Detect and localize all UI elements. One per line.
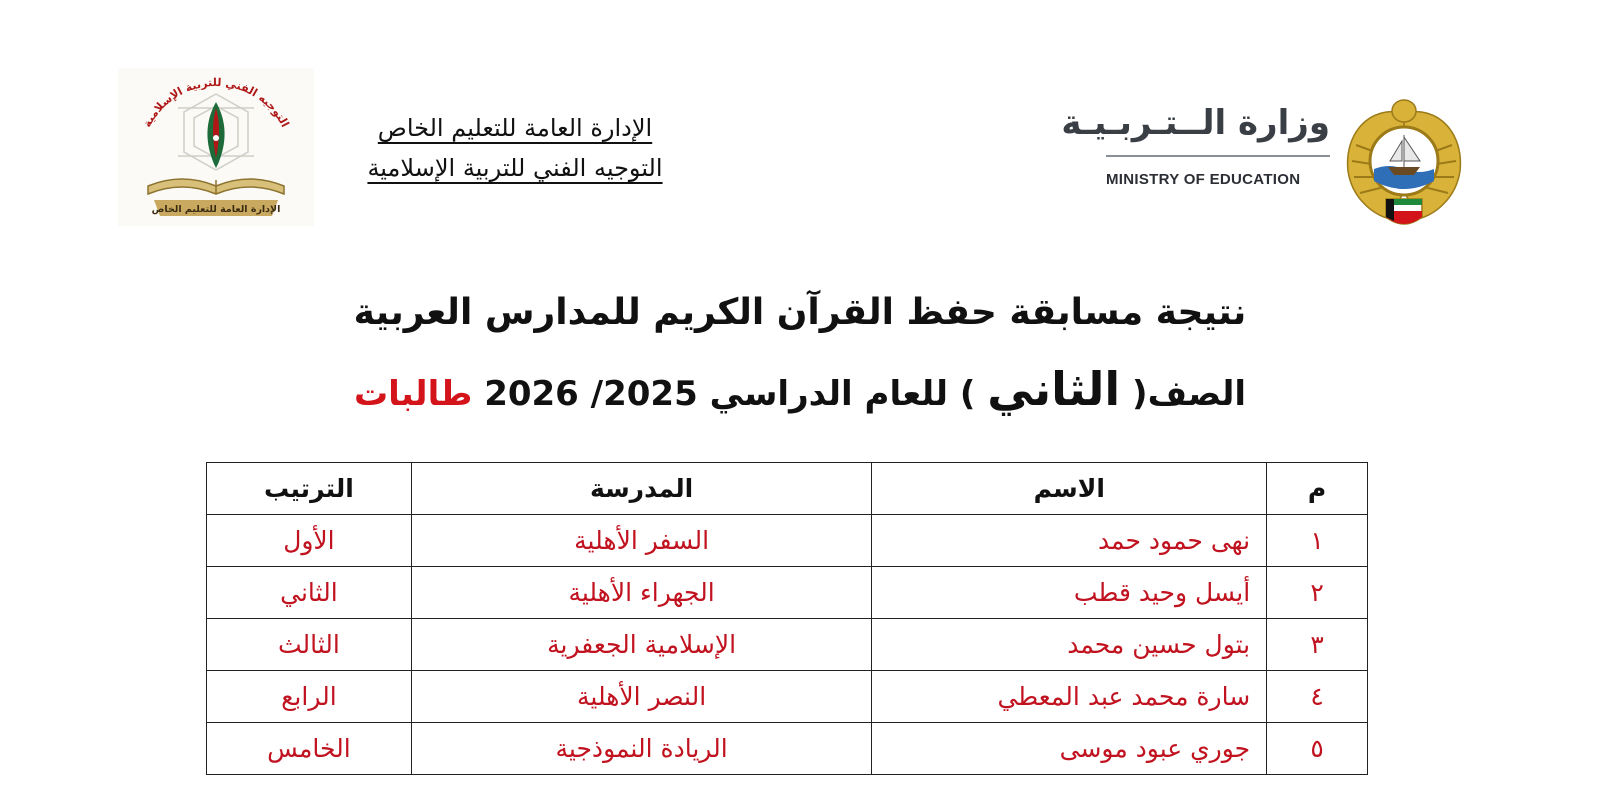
logo-banner-text: الإدارة العامة للتعليم الخاص [151,204,281,215]
row-school: الريادة النموذجية [411,723,872,775]
row-num: ٢ [1267,567,1368,619]
grade-prefix: الصف( [1132,374,1246,414]
row-name: أيسل وحيد قطب [872,567,1267,619]
gender-label: طالبات [353,374,473,414]
table-row [207,619,1368,671]
header-num: م [1267,463,1368,515]
row-rank: الثالث [207,619,412,671]
row-num: ١ [1267,515,1368,567]
row-rank: الثاني [207,567,412,619]
header-rank: الترتيب [207,463,412,515]
row-school: الإسلامية الجعفرية [411,619,872,671]
table-row [207,567,1368,619]
grade-word: الثاني [987,362,1121,416]
department-heading [330,108,700,188]
department-line-1: الإدارة العامة للتعليم الخاص [377,114,653,142]
table-row [207,515,1368,567]
table-row [207,671,1368,723]
table-row [207,723,1368,775]
competition-title: نتيجة مسابقة حفظ القرآن الكريم للمدارس العربية [353,292,1247,333]
row-school: النصر الأهلية [411,671,872,723]
row-school: السفر الأهلية [411,515,872,567]
ministry-name-arabic: وزارة الــتـربـيـة [1061,103,1330,143]
department-line-2: التوجيه الفني للتربية الإسلامية [367,154,663,182]
row-rank: الرابع [207,671,412,723]
row-school: الجهراء الأهلية [411,567,872,619]
ministry-name-english: MINISTRY OF EDUCATION [1106,171,1301,188]
logo-arc-text: التوجيه الفني للتربية الإسلامية [140,75,292,130]
row-name: بتول حسين محمد [872,619,1267,671]
row-num: ٤ [1267,671,1368,723]
ministry-divider [1106,155,1330,157]
grade-subtitle [200,362,1400,416]
results-table [206,462,1368,775]
islamic-education-logo-icon [118,68,314,226]
row-rank: الأول [207,515,412,567]
table-header-row [207,463,1368,515]
row-name: جوري عبود موسى [872,723,1267,775]
header-school: المدرسة [411,463,872,515]
kuwait-emblem-icon [1338,95,1470,231]
row-num: ٣ [1267,619,1368,671]
ministry-logo-block [1061,95,1480,235]
header-name: الاسم [872,463,1267,515]
row-rank: الخامس [207,723,412,775]
row-num: ٥ [1267,723,1368,775]
row-name: نهى حمود حمد [872,515,1267,567]
row-name: سارة محمد عبد المعطي [872,671,1267,723]
grade-suffix: ) للعام الدراسي 2025/ 2026 [484,374,976,414]
